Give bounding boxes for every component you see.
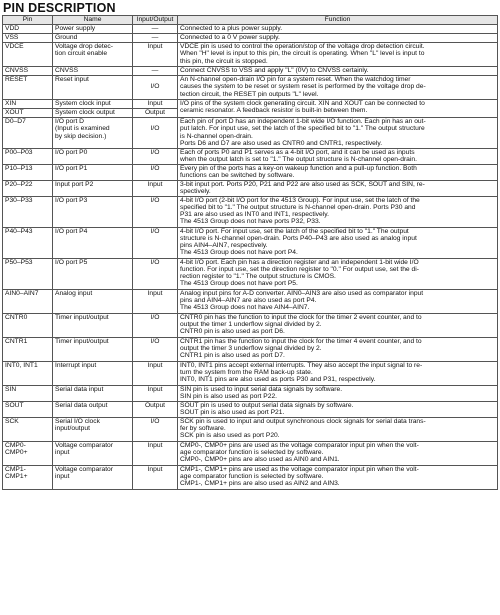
name-cell-text: (Input is examined: [55, 125, 110, 133]
pin-cell-text: P40–P43: [5, 227, 33, 235]
pin-cell: [3, 164, 53, 180]
pin-cell-text: CNTR0: [5, 313, 28, 321]
pin-cell: [3, 417, 53, 441]
pin-cell: [3, 337, 53, 361]
name-cell: [53, 313, 133, 337]
io-cell: [133, 149, 178, 165]
function-text: Each of ports P0 and P1 serves as a 4-bit I/O port, and it can be used as inputs: [180, 149, 415, 156]
pin-cell-text: P30–P33: [5, 196, 33, 204]
function-text: CMP0-, CMP0+ pins are also used as AIN0 and AIN1.: [180, 456, 340, 464]
name-cell: [53, 109, 133, 118]
table-row: [3, 258, 498, 289]
function-text: CMP0-, CMP0+ pins are used as the voltage comparator input pin when the volt-: [180, 441, 419, 449]
pin-cell-text: CMP1+: [5, 472, 28, 480]
name-cell-text: Voltage comparator: [55, 441, 113, 449]
function-text: put latch. For input use, set the latch of the specified bit to "1." The output structure: [180, 125, 425, 133]
function-text: CNTR1 pin is also used as port D7.: [180, 352, 285, 360]
function-text: pins AIN4–AIN7, respectively.: [180, 242, 268, 250]
table-row: [3, 385, 498, 401]
function-text: SOUT pin is also used as port P21.: [180, 408, 285, 416]
table-row: [3, 465, 498, 489]
io-cell-text: Output: [144, 401, 166, 409]
name-cell: [53, 149, 133, 165]
pin-cell: [3, 109, 53, 118]
io-cell-text: Input: [147, 385, 163, 393]
pin-cell-text: P20–P22: [5, 180, 33, 188]
function-text: when the output latch is set to "1." The output structure is N-channel open-drain.: [180, 156, 417, 164]
function-text: Connect CNVSS to VSS and apply "L" (0V) to CNVSS certainly.: [180, 67, 369, 74]
pin-cell-text: VDD: [5, 25, 20, 32]
io-cell: [133, 289, 178, 313]
function-cell: [178, 417, 498, 441]
function-text: spectively.: [180, 187, 211, 195]
pin-cell-text: P10–P13: [5, 164, 33, 172]
io-cell-text: I/O: [150, 227, 160, 235]
function-cell: [178, 289, 498, 313]
name-cell: [53, 258, 133, 289]
pin-cell-text: RESET: [5, 76, 28, 83]
pin-cell: [3, 34, 53, 43]
function-text: CMP1-, CMP1+ pins are used as the voltage comparator input pin when the volt-: [180, 465, 419, 473]
pin-description-table: [2, 15, 498, 490]
name-cell-text: I/O port P5: [55, 258, 88, 266]
table-row: [3, 25, 498, 34]
io-cell-text: —: [151, 34, 159, 41]
name-cell: [53, 361, 133, 385]
function-text: When "H" level is input to this pin, the circuit is operating. When "L" level is input to: [180, 50, 425, 58]
function-text: fer by software.: [180, 424, 226, 432]
function-text: SCK pin is also used as port P20.: [180, 432, 280, 440]
function-text: age comparator function is selected by software.: [180, 448, 324, 456]
function-cell: [178, 258, 498, 289]
function-text: INT0, INT1 pins accept external interrupts. They also accept the input signal to re-: [180, 361, 423, 369]
function-text: 4-bit I/O port (2-bit I/O port for the 4513 Group). For input use, set the latch of the: [180, 196, 420, 204]
function-text: The 4513 Group does not have port P5.: [180, 280, 298, 288]
name-cell: [53, 164, 133, 180]
io-cell: [133, 196, 178, 227]
io-cell: [133, 34, 178, 43]
pin-cell-text: VSS: [5, 34, 19, 41]
pin-cell: [3, 118, 53, 149]
pin-cell: [3, 180, 53, 196]
pin-cell: [3, 227, 53, 258]
table-row: [3, 34, 498, 43]
function-text: Analog input pins for A-D converter. AIN0–AIN3 are also used as comparator input: [180, 289, 424, 297]
name-cell: [53, 441, 133, 465]
pin-cell-text: XIN: [5, 100, 17, 107]
function-text: INT0, INT1 pins are also used as ports P30 and P31, respectively.: [180, 376, 376, 384]
pin-cell-text: CNVSS: [5, 67, 29, 74]
function-cell: [178, 441, 498, 465]
function-text: Connected to a 0 V power supply.: [180, 34, 280, 41]
io-cell: [133, 361, 178, 385]
function-text: is N-channel open-drain.: [180, 132, 253, 140]
function-text: Every pin of the ports has a key-on wakeup function and a pull-up function. Both: [180, 164, 417, 172]
function-text: CMP1-, CMP1+ pins are also used as AIN2 and AIN3.: [180, 480, 340, 488]
function-text: SIN pin is also used as port P22.: [180, 392, 278, 400]
io-cell: [133, 465, 178, 489]
io-cell: [133, 417, 178, 441]
pin-cell: [3, 149, 53, 165]
function-text: output the timer 3 underflow signal divided by 2.: [180, 344, 322, 352]
header-function: Function: [178, 16, 498, 25]
function-text: 3-bit input port. Ports P20, P21 and P22 are also used as SCK, SOUT and SIN, re-: [180, 180, 425, 188]
function-cell: [178, 337, 498, 361]
function-text: tection circuit, the RESET pin outputs "L" level.: [180, 90, 319, 98]
pin-cell-text: P50–P53: [5, 258, 33, 266]
pin-cell-text: SOUT: [5, 401, 24, 409]
pin-cell: [3, 25, 53, 34]
table-row: [3, 441, 498, 465]
name-cell-text: Interrupt input: [55, 361, 97, 369]
function-cell: [178, 227, 498, 258]
name-cell: [53, 385, 133, 401]
table-row: [3, 100, 498, 109]
table-row: [3, 313, 498, 337]
table-row: [3, 180, 498, 196]
name-cell: [53, 337, 133, 361]
name-cell: [53, 289, 133, 313]
name-cell: [53, 227, 133, 258]
function-text: causes the system to be reset or system reset is performed by the voltage drop de-: [180, 83, 426, 91]
table-row: [3, 196, 498, 227]
name-cell-text: Reset input: [55, 76, 89, 83]
io-cell-text: I/O: [150, 313, 160, 321]
pin-cell: [3, 289, 53, 313]
table-row: [3, 118, 498, 149]
io-cell: [133, 313, 178, 337]
function-text: 4-bit I/O port. For input use, set the latch of the specified bit to "1." The output: [180, 227, 409, 235]
pin-cell: [3, 465, 53, 489]
header-pin: Pin: [3, 16, 53, 25]
io-cell-text: I/O: [150, 125, 160, 133]
table-row: [3, 43, 498, 67]
function-text: age comparator function is selected by software.: [180, 472, 324, 480]
function-cell: [178, 25, 498, 34]
io-cell: [133, 25, 178, 34]
name-cell-text: I/O port P4: [55, 227, 88, 235]
io-cell: [133, 109, 178, 118]
name-cell-text: by skip decision.): [55, 132, 107, 140]
io-cell-text: [135, 118, 175, 125]
function-text: turn the system from the RAM back-up state.: [180, 368, 313, 376]
io-cell-text: Input: [147, 441, 163, 449]
name-cell-text: I/O port P0: [55, 149, 88, 156]
function-text: output the timer 1 underflow signal divided by 2.: [180, 320, 322, 328]
function-text: Connected to a plus power supply.: [180, 25, 283, 32]
name-cell-text: I/O port P3: [55, 196, 88, 204]
io-cell: [133, 164, 178, 180]
function-text: pins and AIN4–AIN7 are also used as port P4.: [180, 296, 317, 304]
table-body: [3, 25, 498, 490]
function-text: specified bit to "1." The output structure is N-channel open-drain. Ports P30 and: [180, 203, 416, 211]
io-cell: [133, 67, 178, 76]
page-title: PIN DESCRIPTION: [3, 1, 116, 15]
name-cell-text: Voltage comparator: [55, 465, 113, 473]
function-text: I/O pins of the system clock generating circuit. XIN and XOUT can be connected to: [180, 100, 425, 107]
name-cell-text: tion circuit enable: [55, 50, 108, 58]
pin-cell-text: SCK: [5, 417, 19, 425]
pin-cell: [3, 43, 53, 67]
pin-cell: [3, 361, 53, 385]
name-cell-text: System clock output: [55, 109, 115, 116]
function-cell: [178, 100, 498, 118]
io-cell-text: I/O: [150, 149, 160, 156]
io-cell: [133, 100, 178, 109]
io-cell: [133, 385, 178, 401]
name-cell-text: Ground: [55, 34, 78, 41]
function-cell: [178, 465, 498, 489]
table-row: [3, 164, 498, 180]
name-cell-text: Voltage drop detec-: [55, 43, 113, 50]
io-cell-text: Input: [147, 465, 163, 473]
io-cell: [133, 337, 178, 361]
io-cell: [133, 76, 178, 100]
pin-cell-text: P00–P03: [5, 149, 33, 156]
io-cell-text: I/O: [150, 164, 160, 172]
pin-cell-text: XOUT: [5, 109, 24, 116]
pin-cell: [3, 100, 53, 109]
pin-cell-text: INT0, INT1: [5, 361, 38, 369]
function-text: rection register to "1." The output structure is CMOS.: [180, 273, 336, 281]
table-row: [3, 227, 498, 258]
table-row: [3, 337, 498, 361]
io-cell: [133, 401, 178, 417]
function-text: Ports D6 and D7 are also used as CNTR0 and CNTR1, respectively.: [180, 139, 383, 147]
name-cell-text: Serial I/O clock: [55, 417, 100, 425]
function-text: P31 are also used as INT0 and INT1, respectively.: [180, 211, 329, 219]
name-cell: [53, 25, 133, 34]
io-cell-text: I/O: [150, 83, 160, 91]
io-cell-text: I/O: [150, 337, 160, 345]
io-cell-text: Input: [147, 289, 163, 297]
function-cell: [178, 164, 498, 180]
function-cell: [178, 196, 498, 227]
io-cell-text: Input: [147, 43, 163, 50]
io-cell: [133, 258, 178, 289]
function-text: functions can be switched by software.: [180, 171, 295, 179]
name-cell-text: Analog input: [55, 289, 93, 297]
name-cell: [53, 118, 133, 149]
io-cell-text: —: [151, 67, 159, 74]
function-text: SCK pin is used to input and output synchronous clock signals for serial data trans-: [180, 417, 426, 425]
table-row: [3, 76, 498, 100]
name-cell: [53, 180, 133, 196]
function-text: An N-channel open-drain I/O pin for a system reset. When the watchdog timer: [180, 76, 411, 83]
function-cell: [178, 149, 498, 165]
pin-cell-text: SIN: [5, 385, 17, 393]
name-cell: [53, 417, 133, 441]
name-cell-text: Timer input/output: [55, 337, 109, 345]
pin-cell-text: D0–D7: [5, 118, 26, 125]
function-text: The 4513 Group does not have AIN4–AIN7.: [180, 304, 310, 312]
name-cell-text: input: [55, 472, 70, 480]
function-text: The 4513 Group does not have port P4.: [180, 249, 298, 257]
pin-cell-text: CMP0+: [5, 448, 28, 456]
function-text: 4-bit I/O port. Each pin has a direction register and an independent 1-bit wide I/O: [180, 258, 419, 266]
name-cell-text: I/O port D: [55, 118, 84, 125]
function-cell: [178, 43, 498, 67]
name-cell: [53, 76, 133, 100]
pin-cell: [3, 258, 53, 289]
header-input-output: Input/Output: [133, 16, 178, 25]
function-text: SIN pin is used to input serial data signals by software.: [180, 385, 343, 393]
function-text: CNTR0 pin is also used as port D6.: [180, 328, 285, 336]
name-cell: [53, 67, 133, 76]
pin-cell: [3, 385, 53, 401]
io-cell: [133, 180, 178, 196]
function-cell: [178, 67, 498, 76]
name-cell: [53, 34, 133, 43]
pin-cell: [3, 313, 53, 337]
pin-cell: [3, 401, 53, 417]
function-cell: [178, 385, 498, 401]
function-cell: [178, 118, 498, 149]
io-cell-text: I/O: [150, 196, 160, 204]
name-cell-text: Input port P2: [55, 180, 94, 188]
name-cell-text: input: [55, 448, 70, 456]
table-row: [3, 67, 498, 76]
io-cell-text: Input: [147, 361, 163, 369]
function-cell: [178, 76, 498, 100]
io-cell-text: —: [151, 25, 159, 32]
table-row: [3, 361, 498, 385]
name-cell: [53, 43, 133, 67]
io-cell: [133, 441, 178, 465]
function-text: function. For input use, set the direction register to "0." For output use, set the di-: [180, 265, 419, 273]
pin-cell-text: CMP1-: [5, 465, 26, 473]
table-header-row: [3, 16, 498, 25]
io-cell: [133, 227, 178, 258]
io-cell-text: I/O: [150, 417, 160, 425]
io-cell-text: Input: [147, 100, 163, 107]
pin-cell-text: CMP0-: [5, 441, 26, 449]
pin-cell: [3, 76, 53, 100]
function-text: The 4513 Group does not have ports P32, P33.: [180, 218, 321, 226]
name-cell-text: Timer input/output: [55, 313, 109, 321]
header-name: Name: [53, 16, 133, 25]
name-cell-text: input/output: [55, 424, 90, 432]
table-row: [3, 417, 498, 441]
name-cell-text: I/O port P1: [55, 164, 88, 172]
io-cell-text: I/O: [150, 258, 160, 266]
function-cell: [178, 361, 498, 385]
name-cell-text: Serial data input: [55, 385, 104, 393]
pin-cell-text: VDCE: [5, 43, 24, 50]
table-row: [3, 401, 498, 417]
table-row: [3, 289, 498, 313]
function-cell: [178, 180, 498, 196]
function-cell: [178, 313, 498, 337]
function-text: CNTR0 pin has the function to input the clock for the timer 2 event counter, and to: [180, 313, 422, 321]
name-cell: [53, 196, 133, 227]
name-cell: [53, 465, 133, 489]
function-text: SOUT pin is used to output serial data signals by software.: [180, 401, 354, 409]
name-cell-text: CNVSS: [55, 67, 79, 74]
name-cell: [53, 100, 133, 109]
name-cell-text: Serial data output: [55, 401, 108, 409]
pin-cell: [3, 441, 53, 465]
function-text: CNTR1 pin has the function to input the clock for the timer 4 event counter, and to: [180, 337, 422, 345]
pin-cell-text: CNTR1: [5, 337, 28, 345]
io-cell: [133, 43, 178, 67]
io-cell: [133, 118, 178, 149]
function-text: ceramic resonator. A feedback resistor is built-in between them.: [180, 107, 368, 115]
pin-cell: [3, 196, 53, 227]
io-cell-text: Input: [147, 180, 163, 188]
name-cell-text: Power supply: [55, 25, 96, 32]
pin-cell: [3, 67, 53, 76]
function-cell: [178, 34, 498, 43]
name-cell-text: System clock input: [55, 100, 111, 107]
function-text: VDCE pin is used to control the operation/stop of the voltage drop detection circuit.: [180, 43, 425, 50]
table-row: [3, 149, 498, 165]
function-text: structure is N-channel open-drain. Ports P40–P43 are also used as analog input: [180, 234, 417, 242]
name-cell: [53, 401, 133, 417]
function-text: this pin, the circuit is stopped.: [180, 57, 268, 65]
function-cell: [178, 401, 498, 417]
pin-cell-text: AIN0–AIN7: [5, 289, 39, 297]
io-cell-text: [135, 76, 175, 83]
io-cell-text: Output: [144, 109, 166, 116]
function-text: Each pin of port D has an independent 1-bit wide I/O function. Each pin has an out-: [180, 118, 426, 125]
